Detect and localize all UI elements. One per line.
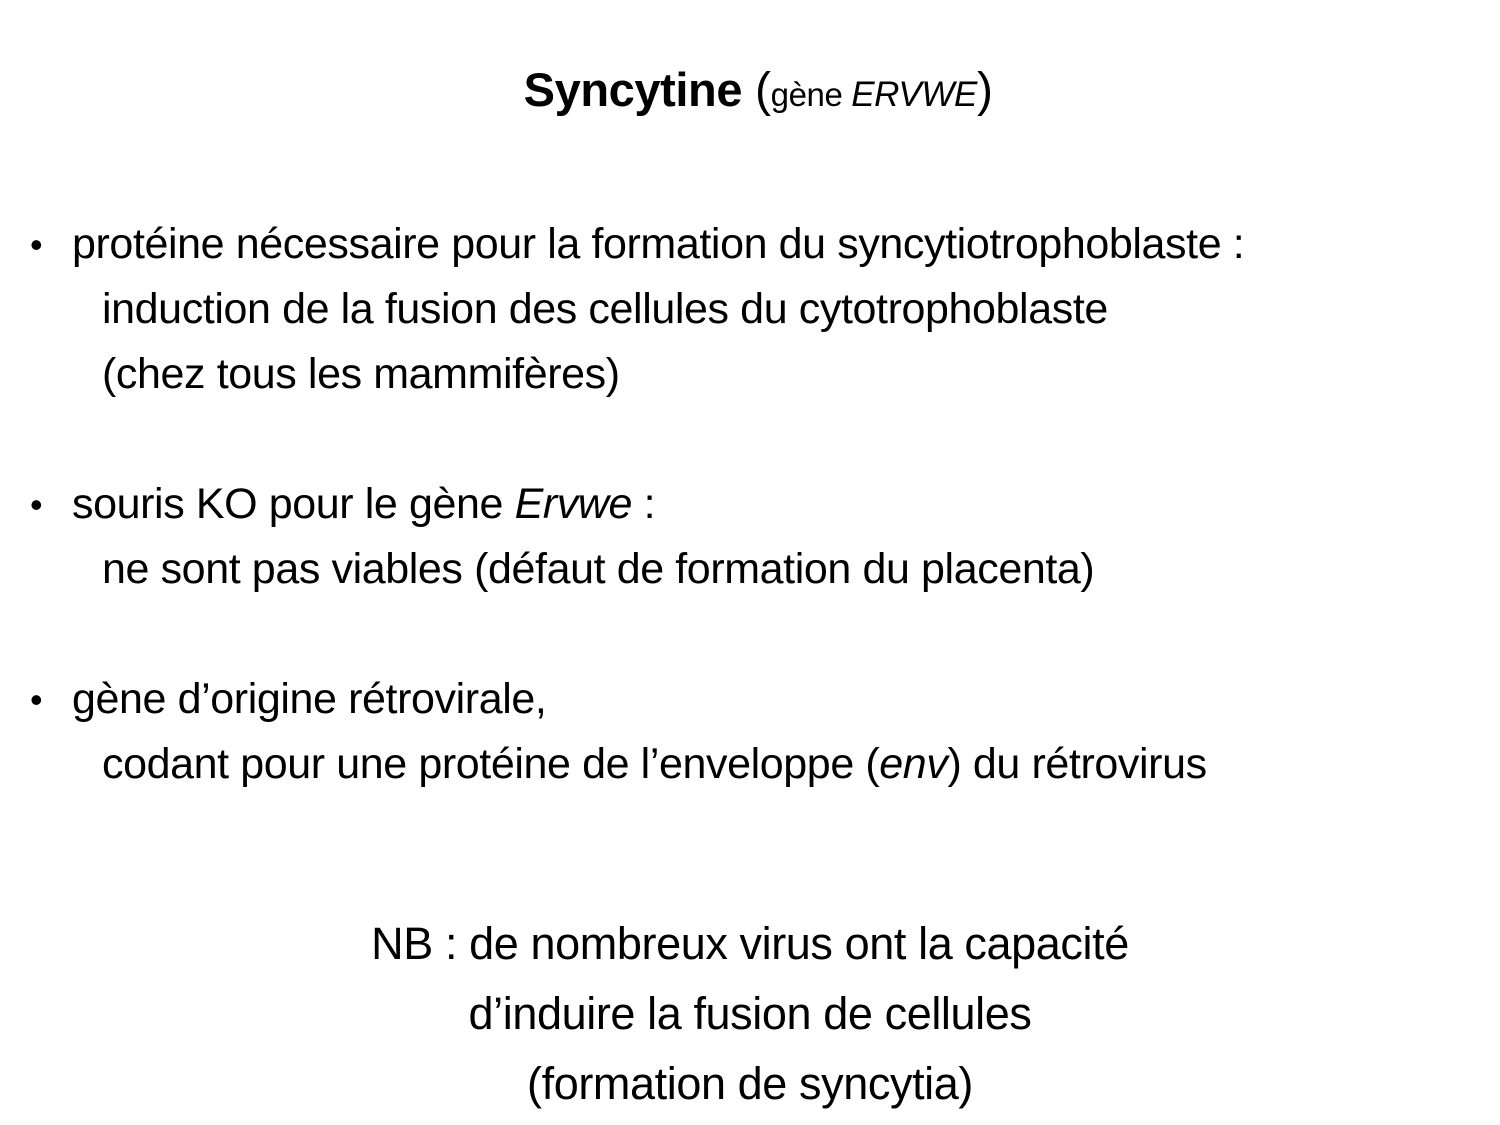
bullet-line — [72, 667, 1500, 732]
bullet-item — [30, 212, 1500, 407]
text-segment: souris KO pour le gène — [72, 480, 515, 528]
italic-text: env — [879, 740, 948, 788]
text-segment: ne sont pas viables (défaut de formation du placenta) — [102, 545, 1095, 593]
note-line: d’induire la fusion de cellules — [468, 988, 1032, 1039]
bullet-content — [72, 212, 1500, 407]
bullet-list — [0, 212, 1500, 797]
text-segment: ) du rétrovirus — [947, 740, 1207, 788]
bullet-dot-icon: • — [30, 679, 43, 720]
bullet-line — [72, 472, 1500, 537]
note-line: (formation de syncytia) — [527, 1058, 973, 1109]
title-close-paren: ) — [976, 64, 993, 117]
bullet-item — [30, 667, 1500, 797]
slide-title — [0, 0, 1500, 136]
text-segment: protéine nécessaire pour la formation du syncytiotrophoblaste : — [72, 220, 1245, 268]
bullet-content — [72, 472, 1500, 602]
text-segment: : — [632, 480, 656, 528]
text-segment: induction de la fusion des cellules du cytotrophoblaste — [102, 285, 1108, 333]
title-word: Syncytine — [523, 63, 743, 116]
bullet-line — [72, 732, 1500, 797]
bullet-dot-icon: • — [30, 224, 43, 265]
text-segment: codant pour une protéine de l’enveloppe ( — [102, 740, 880, 788]
text-segment: gène d’origine rétrovirale, — [72, 675, 547, 723]
bullet-dot-icon: • — [30, 484, 43, 525]
note-block — [0, 909, 1500, 1119]
title-gene-name: ERVWE — [851, 75, 977, 114]
title-open-paren: ( — [742, 64, 771, 117]
title-gene-label: gène — [770, 76, 852, 113]
italic-text: Ervwe — [514, 480, 633, 528]
note-line: NB : de nombreux virus ont la capacité — [371, 918, 1129, 969]
bullet-line — [72, 342, 1500, 407]
text-segment: (chez tous les mammifères) — [102, 350, 620, 398]
bullet-content — [72, 667, 1500, 797]
bullet-item — [30, 472, 1500, 602]
bullet-line — [72, 537, 1500, 602]
bullet-line — [72, 277, 1500, 342]
bullet-line — [72, 212, 1500, 277]
